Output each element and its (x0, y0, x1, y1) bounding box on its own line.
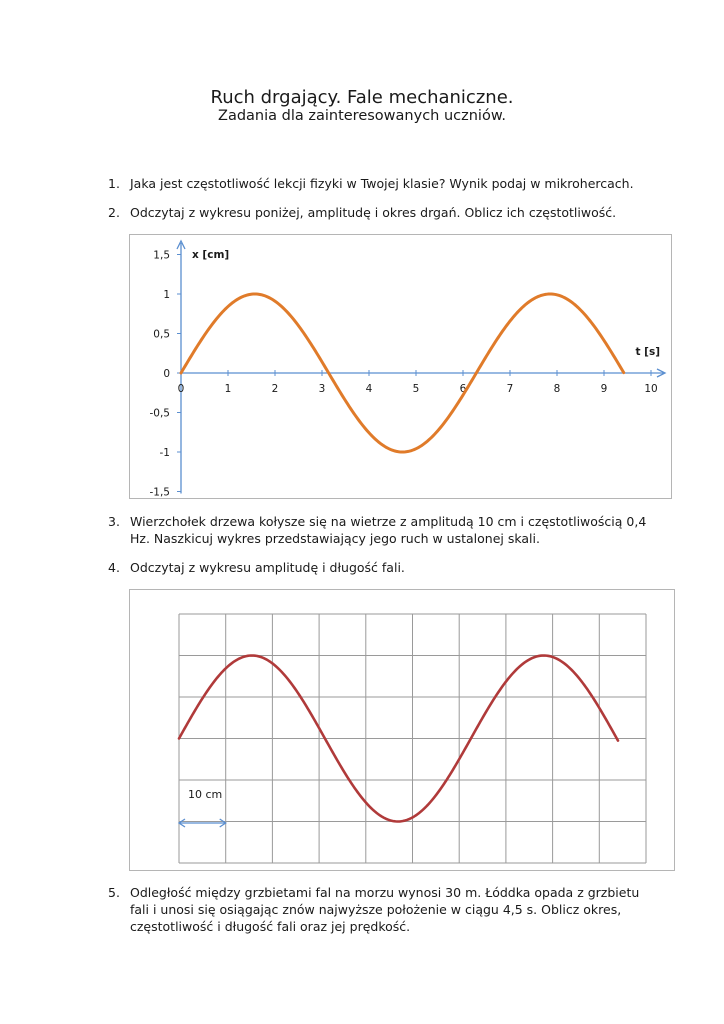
x-tick-label: 4 (365, 383, 373, 395)
y-axis-label: x [cm] (192, 249, 230, 261)
x-tick-label: 5 (412, 383, 420, 395)
oscillation-chart-svg (130, 235, 671, 498)
x-tick-label: 7 (506, 383, 514, 395)
task-number: 4. (108, 560, 120, 575)
task-1 (108, 175, 648, 192)
x-tick-label: 3 (318, 383, 326, 395)
task-5 (108, 884, 648, 935)
page-subtitle: Zadania dla zainteresowanych uczniów. (218, 108, 506, 124)
wave-chart (129, 589, 675, 871)
task-2 (108, 204, 648, 221)
y-tick-label: 0 (163, 368, 170, 380)
y-tick-label: -1,5 (149, 486, 170, 498)
oscillation-chart (129, 234, 672, 499)
task-text: Odczytaj z wykresu poniżej, amplitudę i okres drgań. Oblicz ich częstotliwość. (130, 205, 617, 220)
task-3 (108, 513, 648, 547)
x-tick-label: 6 (459, 383, 467, 395)
task-number: 3. (108, 514, 120, 529)
task-number: 2. (108, 205, 120, 220)
task-number: 5. (108, 885, 120, 900)
x-tick-label: 1 (224, 383, 232, 395)
y-tick-label: 1,5 (153, 249, 170, 262)
task-text: Odczytaj z wykresu amplitudę i długość fali. (130, 560, 405, 575)
x-tick-label: 8 (553, 383, 561, 395)
task-text: Jaka jest częstotliwość lekcji fizyki w Twojej klasie? Wynik podaj w mikrohercach. (130, 176, 634, 191)
x-tick-label: 10 (644, 383, 658, 395)
x-tick-label: 0 (177, 383, 185, 395)
x-axis-label: t [s] (635, 346, 660, 358)
y-tick-label: 0,5 (153, 328, 170, 341)
page-title: Ruch drgający. Fale mechaniczne. (210, 87, 514, 108)
y-tick-label: -1 (159, 447, 170, 459)
task-text: Wierzchołek drzewa kołysze się na wietrze z amplitudą 10 cm i częstotliwością 0,4 Hz. Naszkicuj wykres przedstawiający jego ruch w ustalonej skali. (130, 514, 647, 546)
scale-label: 10 cm (188, 788, 223, 801)
y-tick-label: 1 (163, 289, 170, 301)
wave-chart-svg (130, 590, 674, 870)
x-tick-label: 2 (271, 383, 279, 395)
x-tick-label: 9 (600, 383, 608, 395)
task-number: 1. (108, 176, 120, 191)
y-tick-label: -0,5 (149, 407, 170, 420)
task-text: Odległość między grzbietami fal na morzu wynosi 30 m. Łóddka opada z grzbietu fali i unosi się osiągając znów najwyższe położenie w ciągu 4,5 s. Oblicz okres, częstotliwość i długość fali oraz jej prędkość. (130, 885, 640, 934)
task-4 (108, 559, 648, 576)
